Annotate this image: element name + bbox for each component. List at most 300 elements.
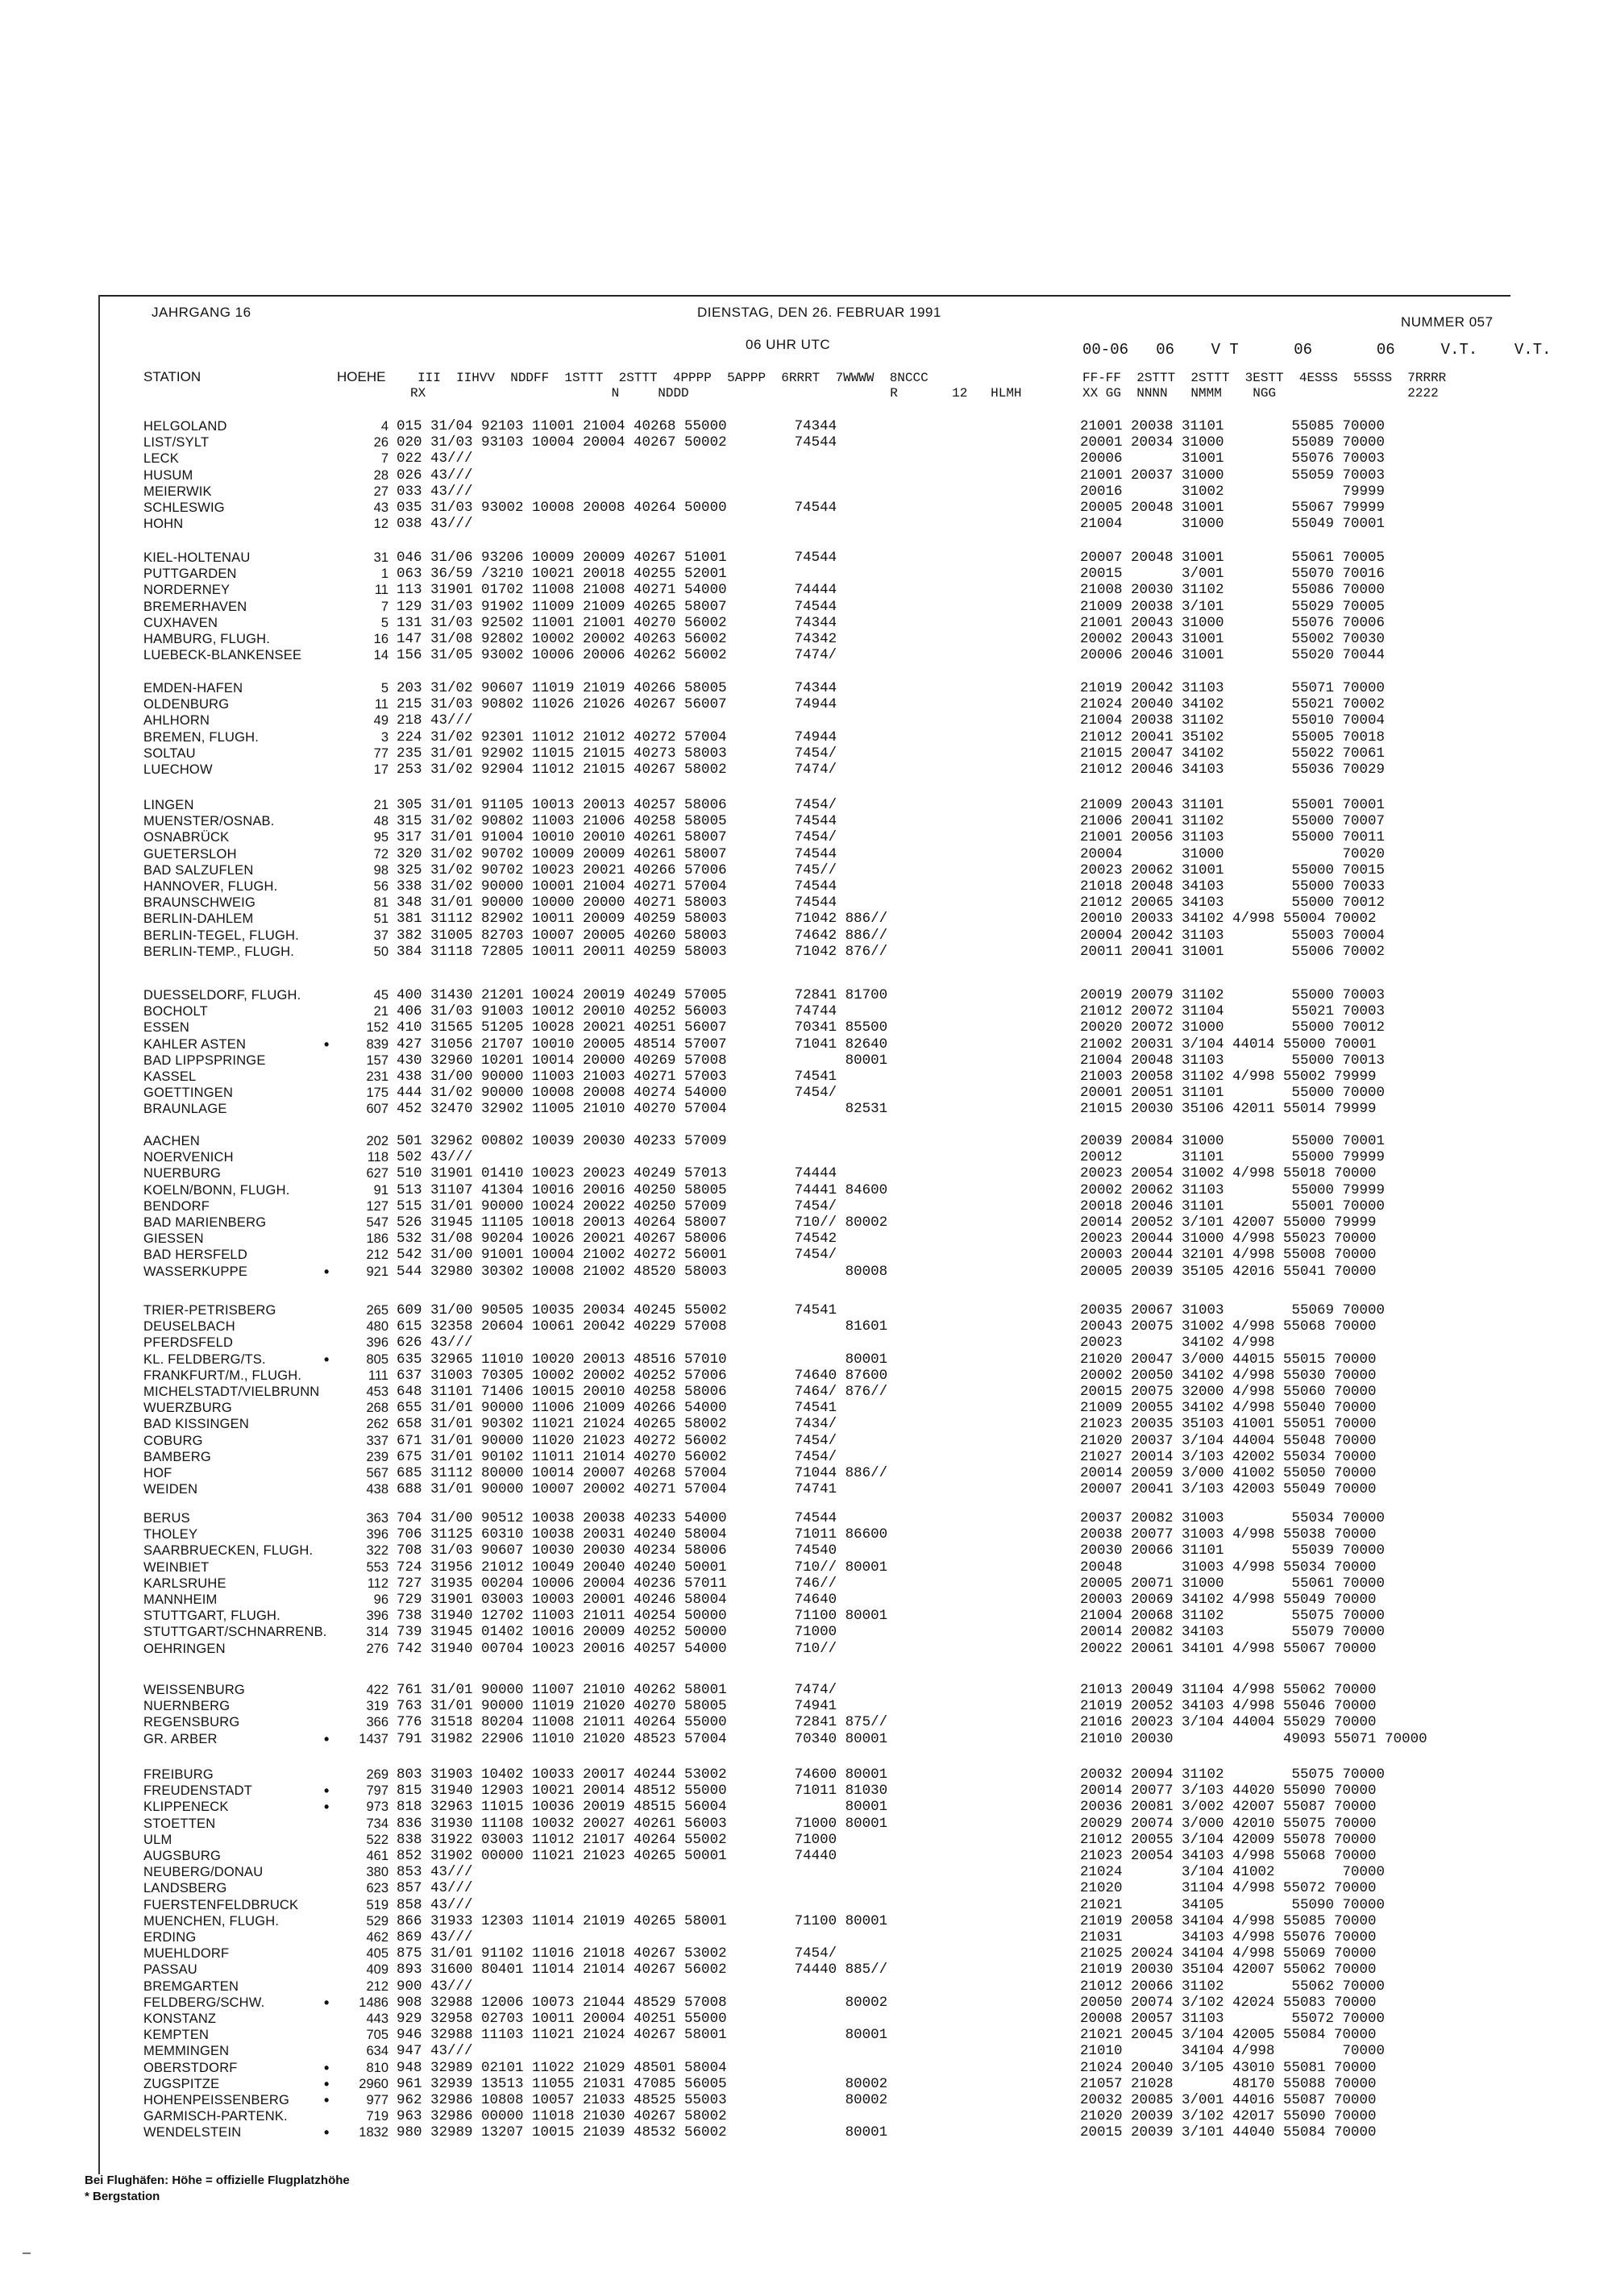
period-code-groups: 21004 20048 31103 55000 70013 [1080,1052,1386,1069]
station-name: KEMPTEN [143,2028,210,2043]
station-name: MICHELSTADT/VIELBRUNN [143,1385,320,1399]
period-code-groups: 21020 20039 3/102 42017 55090 70000 [1080,2108,1377,2125]
station-name: KAHLER ASTEN [143,1036,247,1052]
synop-code-groups: 384 31118 72805 10011 20011 40259 58003 71042 876// [397,943,888,960]
synop-code-groups: 727 31935 00204 10006 20004 40236 57011 746// [397,1575,837,1592]
station-name: NUERBURG [143,1166,222,1181]
station-height: 314 [366,1625,388,1640]
synop-code-groups: 033 43/// [397,483,473,500]
station-height: 4 [380,419,388,434]
station-name: BREMERHAVEN [143,599,247,614]
station-height: 453 [366,1385,388,1399]
station-name: FUERSTENFELDBRUCK [143,1897,299,1912]
synop-code-groups: 706 31125 60310 10038 20031 40240 58004 71011 86600 [397,1526,888,1543]
station-name: TRIER-PETRISBERG [143,1303,276,1318]
synop-code-groups: 224 31/02 92301 11012 21012 40272 57004 74944 [397,729,837,745]
period-code-groups: 21024 20040 3/105 43010 55081 70000 [1080,2059,1377,2076]
synop-code-groups: 430 32960 10201 10014 20000 40269 57008 80001 [397,1052,888,1069]
station-name: BENDORF [143,1198,210,1214]
station-name: DUESSELDORF, FLUGH. [143,988,301,1003]
synop-code-groups: 501 32962 00802 10039 20030 40233 57009 [397,1133,727,1149]
station-height: 529 [366,1913,388,1929]
station-height: 12 [373,517,388,532]
period-code-groups: 20004 31000 70020 [1080,845,1386,862]
station-name: GARMISCH-PARTENK. [143,2109,288,2124]
station-height: 1486 [359,1995,388,2010]
synop-code-groups: 838 31922 03003 11012 21017 40264 55002 71000 [397,1831,837,1848]
synop-code-groups: 637 31003 70305 10002 20002 40252 57006 74640 87600 [397,1367,888,1384]
period-code-groups: 21012 20066 31102 55062 70000 [1080,1978,1386,1995]
synop-code-groups: 962 32986 10808 10057 21033 48525 55003 80002 [397,2092,888,2108]
station-height: 212 [366,1978,388,1994]
station-name: MANNHEIM [143,1592,218,1607]
synop-code-groups: 675 31/01 90102 11011 21014 40270 56002 7454/ [397,1448,837,1465]
station-height: 16 [373,632,388,646]
period-code-groups: 20037 20082 31003 55034 70000 [1080,1510,1386,1526]
period-code-groups: 20023 34102 4/998 [1080,1335,1275,1351]
station-height: 553 [366,1559,388,1575]
synop-code-groups: 015 31/04 92103 11001 21004 40268 55000 74344 [397,418,837,434]
period-code-groups: 20016 31002 79999 [1080,483,1386,500]
station-height: 443 [366,2012,388,2026]
station-height: 480 [366,1319,388,1335]
synop-code-groups: 046 31/06 93206 10009 20009 40267 51001 74544 [397,550,837,566]
station-name: OEHRINGEN [143,1641,226,1656]
synop-code-groups: 869 43/// [397,1929,473,1945]
period-code-groups: 21001 20038 31101 55085 70000 [1080,418,1386,434]
period-code-groups: 21019 20042 31103 55071 70000 [1080,680,1386,696]
period-code-groups: 20005 20071 31000 55061 70000 [1080,1575,1386,1592]
station-height: 49 [373,713,388,729]
period-code-groups: 20039 20084 31000 55000 70001 [1080,1133,1386,1149]
station-name: KARLSRUHE [143,1576,226,1591]
period-code-groups: 20003 20044 32101 4/998 55008 70000 [1080,1247,1377,1264]
period-code-groups: 21009 20055 34102 4/998 55040 70000 [1080,1400,1377,1417]
mountain-station-mark: • [324,1799,330,1816]
station-name: FRANKFURT/M., FLUGH. [143,1368,302,1383]
station-name: PUTTGARDEN [143,567,237,582]
synop-code-groups: 513 31107 41304 10016 20016 40250 58005 74441 84600 [397,1181,888,1198]
mountain-station-mark: • [324,1994,330,2011]
period-code-groups: 21012 20055 3/104 42009 55078 70000 [1080,1831,1377,1848]
station-name: NEUBERG/DONAU [143,1865,264,1880]
period-code-groups: 21012 20046 34103 55036 70029 [1080,762,1386,778]
frame-left-rule [98,295,100,2174]
period-code-groups: 21021 34105 55090 70000 [1080,1896,1386,1913]
station-name: LINGEN [143,798,194,812]
mountain-station-mark: • [324,2092,330,2108]
period-code-groups: 20043 20075 31002 4/998 55068 70000 [1080,1318,1377,1335]
synop-code-groups: 035 31/03 93002 10008 20008 40264 50000 74544 [397,500,837,516]
station-name: HAMBURG, FLUGH. [143,632,271,646]
hoehe-column-header: HOEHE [337,369,386,384]
synop-code-groups: 929 32958 02703 10011 20004 40251 55000 [397,2011,727,2027]
station-name: ZUGSPITZE [143,2076,220,2091]
synop-code-groups: 724 31956 21012 10049 20040 40240 50001 710// 80001 [397,1559,888,1576]
station-height: 50 [373,944,388,959]
station-height: 734 [366,1816,388,1831]
station-name: KONSTANZ [143,2012,217,2026]
station-height: 977 [366,2093,388,2107]
synop-code-groups: 908 32988 12006 10073 21044 48529 57008 80002 [397,1994,888,2011]
synop-code-groups: 325 31/02 90702 10023 20021 40266 57006 745// [397,862,837,878]
synop-code-groups: 526 31945 11105 10018 20013 40264 58007 710// 80002 [397,1214,888,1231]
mountain-station-mark: • [324,2124,330,2141]
period-code-groups: 21012 20072 31104 55021 70003 [1080,1003,1386,1020]
period-code-groups: 21010 34104 4/998 70000 [1080,2043,1386,2060]
station-name: LUECHOW [143,762,213,777]
station-name: KIEL-HOLTENAU [143,550,251,565]
station-name: HELGOLAND [143,419,227,434]
period-code-groups: 21019 20058 34104 4/998 55085 70000 [1080,1912,1377,1929]
period-code-groups: 20006 31001 55076 70003 [1080,450,1386,467]
mountain-station-mark: • [324,2075,330,2092]
station-name: GR. ARBER [143,1731,218,1746]
station-height: 91 [373,1182,388,1198]
station-height: 462 [366,1930,388,1945]
period-code-groups: 21021 20045 3/104 42005 55084 70000 [1080,2027,1377,2044]
station-name: WENDELSTEIN [143,2125,242,2140]
station-name: ULM [143,1832,172,1847]
synop-code-groups: 320 31/02 90702 10009 20009 40261 58007 74544 [397,845,837,862]
station-name: KOELN/BONN, FLUGH. [143,1182,290,1198]
station-height: 17 [373,762,388,777]
station-height: 202 [366,1134,388,1148]
synop-code-groups: 739 31945 01402 10016 20009 40252 50000 71000 [397,1624,837,1641]
station-name: PFERDSFELD [143,1335,234,1351]
observation-time: 06 UHR UTC [746,337,831,352]
station-height: 2960 [359,2076,388,2091]
station-height: 1437 [359,1731,388,1746]
period-code-groups: 20038 20077 31003 4/998 55038 70000 [1080,1526,1377,1543]
station-height: 27 [373,484,388,499]
station-height: 21 [373,1004,388,1019]
period-code-groups: 21023 20054 34103 4/998 55068 70000 [1080,1848,1377,1864]
station-name: BRAUNSCHWEIG [143,895,256,911]
synop-code-groups: 791 31982 22906 11010 21020 48523 57004 70340 80001 [397,1730,888,1747]
period-code-groups: 20014 20059 3/000 41002 55050 70000 [1080,1465,1377,1481]
station-height: 973 [366,1800,388,1815]
station-name: LANDSBERG [143,1881,227,1896]
station-height: 405 [366,1946,388,1962]
station-height: 839 [366,1036,388,1052]
station-height: 231 [366,1069,388,1084]
synop-code-groups: 400 31430 21201 10024 20019 40249 57005 72841 81700 [397,987,888,1003]
station-name: HOF [143,1466,172,1480]
station-name: FREUDENSTADT [143,1783,253,1799]
issue-number: NUMMER 057 [1401,314,1494,330]
synop-code-groups: 963 32986 00000 11018 21030 40267 58002 [397,2108,727,2125]
synop-code-groups: 852 31902 00000 11021 21023 40265 50001 74440 [397,1848,837,1864]
station-name: BOCHOLT [143,1004,208,1019]
synop-code-groups: 961 32939 13513 11055 21031 47085 56005 80002 [397,2075,888,2092]
report-date: DIENSTAG, DEN 26. FEBRUAR 1991 [697,305,941,320]
station-name: FREIBURG [143,1767,214,1782]
synop-code-groups: 022 43/// [397,450,473,467]
station-name: BAD LIPPSPRINGE [143,1053,266,1068]
footnote-airports: Bei Flughäfen: Höhe = offizielle Flugplatzhöhe [85,2174,350,2187]
period-code-groups: 20015 3/001 55070 70016 [1080,566,1386,583]
station-name: NOERVENICH [143,1150,234,1165]
station-height: 56 [373,879,388,894]
synop-code-groups: 532 31/08 90204 10026 20021 40267 58006 74542 [397,1231,837,1248]
station-name: OLDENBURG [143,697,230,712]
station-name: BERLIN-DAHLEM [143,911,254,927]
period-code-groups: 20029 20074 3/000 42010 55075 70000 [1080,1815,1377,1832]
period-code-groups: 20001 20051 31101 55000 70000 [1080,1085,1386,1102]
period-code-groups: 21008 20030 31102 55086 70000 [1080,582,1386,599]
synop-code-groups: 438 31/00 90000 11003 21003 40271 57003 74541 [397,1069,837,1085]
station-height: 276 [366,1641,388,1656]
station-name: BAD MARIENBERG [143,1215,267,1230]
synop-code-groups: 947 43/// [397,2043,473,2060]
station-name: WUERZBURG [143,1401,232,1416]
right-columns-header-row1: FF-FF 2STTT 2STTT 3ESTT 4ESSS 55SSS 7RRRR [1082,371,1447,385]
mountain-station-mark: • [324,2059,330,2076]
station-name: PASSAU [143,1962,197,1978]
synop-code-groups: 946 32988 11103 11021 21024 40267 58001 80001 [397,2027,888,2044]
station-name: BAMBERG [143,1449,211,1464]
synop-code-groups: 635 32965 11010 10020 20013 48516 57010 80001 [397,1351,888,1368]
station-name: OBERSTDORF [143,2060,238,2075]
footnote-mountain-station: * Bergstation [85,2190,160,2203]
station-height: 262 [366,1417,388,1432]
synop-code-groups: 803 31903 10402 10033 20017 40244 53002 74600 80001 [397,1767,888,1783]
period-code-groups: 20010 20033 34102 4/998 55004 70002 [1080,911,1377,928]
station-name: CUXHAVEN [143,615,218,630]
station-name: REGENSBURG [143,1715,240,1730]
station-name: DEUSELBACH [143,1319,235,1335]
station-name: BAD HERSFELD [143,1248,247,1263]
period-code-groups: 20002 20043 31001 55002 70030 [1080,631,1386,647]
synop-code-groups: 305 31/01 91105 10013 20013 40257 58006 7454/ [397,797,837,813]
synop-code-groups: 761 31/01 90000 11007 21010 40262 58001 7474/ [397,1682,837,1698]
station-height: 118 [367,1150,388,1165]
synop-code-groups: 218 43/// [397,712,473,729]
station-height: 43 [373,500,388,515]
mountain-station-mark: • [324,1730,330,1747]
period-code-groups: 20014 20077 3/103 44020 55090 70000 [1080,1783,1377,1800]
period-code-groups: 21020 31104 4/998 55072 70000 [1080,1880,1377,1897]
period-code-groups: 20050 20074 3/102 42024 55083 70000 [1080,1994,1377,2011]
station-name: SCHLESWIG [143,500,225,515]
margin-mark [23,2252,31,2254]
period-code-groups: 20019 20079 31102 55000 70003 [1080,987,1386,1003]
synop-code-groups: 338 31/02 90000 10001 21004 40271 57004 74544 [397,878,837,895]
synop-code-groups: 131 31/03 92502 11001 21001 40270 56002 74344 [397,614,837,631]
synop-code-groups: 147 31/08 92802 10002 20002 40263 56002 74342 [397,631,837,647]
station-height: 380 [366,1865,388,1880]
station-height: 623 [366,1881,388,1896]
station-name: GIESSEN [143,1231,204,1247]
right-column-group-header: 00-06 06 V T 06 06 V.T. V.T. [1082,341,1552,359]
synop-code-groups: 410 31565 51205 10028 20021 40251 56007 70341 85500 [397,1019,888,1036]
station-height: 1 [380,567,388,582]
station-height: 921 [366,1264,388,1279]
period-code-groups: 20003 20069 34102 4/998 55049 70000 [1080,1592,1377,1608]
synop-code-groups: 742 31940 00704 10023 20016 40257 54000 710// [397,1640,837,1657]
synop-code-groups: 235 31/01 92902 11015 21015 40273 58003 7454/ [397,745,837,762]
station-name: NUERNBERG [143,1699,231,1714]
synop-code-groups: 510 31901 01410 10023 20023 40249 57013 74444 [397,1165,837,1182]
station-height: 438 [366,1482,388,1497]
period-code-groups: 20007 20041 3/103 42003 55049 70000 [1080,1481,1377,1498]
period-code-groups: 21004 20038 31102 55010 70004 [1080,712,1386,729]
period-code-groups: 21015 20047 34102 55022 70061 [1080,745,1386,762]
period-code-groups: 20007 20048 31001 55061 70005 [1080,550,1386,566]
code-columns-header-row1: III IIHVV NDDFF 1STTT 2STTT 4PPPP 5APPP 6RRRT 7WWWW 8NCCC [418,371,929,385]
station-name: HUSUM [143,467,193,483]
period-code-groups: 21024 20040 34102 55021 70002 [1080,696,1386,713]
station-height: 268 [366,1401,388,1416]
period-code-groups: 20004 20042 31103 55003 70004 [1080,927,1386,944]
synop-code-groups: 515 31/01 90000 10024 20022 40250 57009 7454/ [397,1198,837,1214]
station-height: 396 [366,1335,388,1351]
period-code-groups: 20018 20046 31101 55001 70000 [1080,1198,1386,1214]
synop-code-groups: 655 31/01 90000 11006 21009 40266 54000 74541 [397,1400,837,1417]
station-name: BRAUNLAGE [143,1102,227,1117]
station-height: 319 [366,1699,388,1714]
period-code-groups: 21006 20041 31102 55000 70007 [1080,813,1386,830]
station-name: BREMGARTEN [143,1978,239,1994]
station-height: 81 [373,895,388,911]
station-name: MEIERWIK [143,484,212,499]
period-code-groups: 20014 20052 3/101 42007 55000 79999 [1080,1214,1377,1231]
mountain-station-mark: • [324,1783,330,1800]
station-name: KASSEL [143,1069,197,1084]
period-code-groups: 21009 20043 31101 55001 70001 [1080,797,1386,813]
station-name: BREMEN, FLUGH. [143,729,260,745]
station-name: OSNABRÜCK [143,830,230,845]
synop-code-groups: 875 31/01 91102 11016 21018 40267 53002 7454/ [397,1945,837,1962]
station-height: 547 [366,1215,388,1230]
station-height: 72 [373,846,388,862]
period-code-groups: 20001 20034 31000 55089 70000 [1080,434,1386,451]
synop-code-groups: 348 31/01 90000 10000 20000 40271 58003 74544 [397,895,837,911]
synop-code-groups: 980 32989 13207 10015 21039 48532 56002 80001 [397,2124,888,2141]
station-height: 422 [366,1683,388,1697]
station-height: 567 [366,1466,388,1480]
period-code-groups: 20032 20094 31102 55075 70000 [1080,1767,1386,1783]
synop-code-groups: 063 36/59 /3210 10021 20018 40255 52001 [397,566,727,583]
station-name: BAD KISSINGEN [143,1417,249,1432]
period-code-groups: 21013 20049 31104 4/998 55062 70000 [1080,1682,1377,1698]
station-height: 175 [366,1086,388,1101]
station-name: KLIPPENECK [143,1800,229,1815]
station-height: 48 [373,814,388,829]
station-name: BAD SALZUFLEN [143,862,254,878]
synop-code-groups: 626 43/// [397,1335,473,1351]
station-height: 28 [373,467,388,483]
synop-code-groups: 704 31/00 90512 10038 20038 40233 54000 74544 [397,1510,837,1526]
period-code-groups: 21009 20038 3/101 55029 70005 [1080,598,1386,615]
synop-code-groups: 406 31/03 91003 10012 20010 40252 56003 74744 [397,1003,837,1020]
code-columns-header-row2: RX N NDDD R 12 HLMH [410,386,1022,401]
station-height: 797 [366,1783,388,1799]
station-height: 14 [373,648,388,663]
synop-code-groups: 671 31/01 90000 11020 21023 40272 56002 7454/ [397,1432,837,1449]
period-code-groups: 20002 20062 31103 55000 79999 [1080,1181,1386,1198]
station-height: 269 [366,1767,388,1782]
period-code-groups: 20015 20075 32000 4/998 55060 70000 [1080,1384,1377,1400]
synop-code-groups: 893 31600 80401 11014 21014 40267 56002 74440 885// [397,1962,888,1978]
station-name: MUENCHEN, FLUGH. [143,1913,280,1929]
synop-code-groups: 648 31101 71406 10015 20010 40258 58006 7464/ 876// [397,1384,888,1400]
period-code-groups: 21020 20047 3/000 44015 55015 70000 [1080,1351,1377,1368]
synop-code-groups: 658 31/01 90302 11021 21024 40265 58002 7434/ [397,1416,837,1433]
synop-code-groups: 818 32963 11015 10036 20019 48515 56004 80001 [397,1799,888,1816]
station-height: 719 [366,2109,388,2124]
period-code-groups: 21024 3/104 41002 70000 [1080,1864,1386,1881]
station-name: STUTTGART/SCHNARRENB. [143,1625,327,1640]
station-height: 7 [380,451,388,467]
mountain-station-mark: • [324,1351,330,1368]
period-code-groups: 20006 20046 31001 55020 70044 [1080,647,1386,664]
frame-top-rule [98,295,1510,297]
synop-code-groups: 156 31/05 93002 10006 20006 40262 56002 7474/ [397,647,837,664]
station-name: STOETTEN [143,1816,216,1831]
synop-code-groups: 858 43/// [397,1896,473,1913]
period-code-groups: 21057 21028 48170 55088 70000 [1080,2075,1377,2092]
period-code-groups: 21016 20023 3/104 44004 55029 70000 [1080,1714,1377,1731]
station-height: 112 [367,1576,388,1591]
station-name: AACHEN [143,1134,200,1148]
station-height: 322 [366,1543,388,1559]
period-code-groups: 21001 20037 31000 55059 70003 [1080,467,1386,484]
station-height: 157 [366,1053,388,1068]
synop-code-groups: 444 31/02 90000 10008 20008 40274 54000 7454/ [397,1085,837,1102]
period-code-groups: 20032 20085 3/001 44016 55087 70000 [1080,2092,1377,2108]
synop-code-groups: 020 31/03 93103 10004 20004 40267 50002 74544 [397,434,837,451]
station-height: 409 [366,1962,388,1978]
period-code-groups: 20014 20082 34103 55079 70000 [1080,1624,1386,1641]
period-code-groups: 21003 20058 31102 4/998 55002 79999 [1080,1069,1377,1085]
station-height: 96 [373,1592,388,1607]
period-code-groups: 20012 31101 55000 79999 [1080,1149,1386,1166]
station-height: 366 [366,1715,388,1730]
station-name: HOHENPEISSENBERG [143,2093,290,2107]
period-code-groups: 20020 20072 31000 55000 70012 [1080,1019,1386,1036]
station-height: 239 [366,1449,388,1464]
station-name: SAARBRUECKEN, FLUGH. [143,1543,314,1559]
period-code-groups: 20011 20041 31001 55006 70002 [1080,943,1386,960]
station-name: WASSERKUPPE [143,1264,248,1279]
period-code-groups: 21001 20056 31103 55000 70011 [1080,829,1386,846]
station-name: EMDEN-HAFEN [143,681,243,695]
station-name: AUGSBURG [143,1849,222,1863]
jahrgang-label: JAHRGANG 16 [152,305,251,320]
period-code-groups: 21015 20030 35106 42011 55014 79999 [1080,1101,1377,1118]
period-code-groups: 20008 20057 31103 55072 70000 [1080,2011,1386,2027]
station-height: 7 [380,599,388,614]
station-name: HANNOVER, FLUGH. [143,879,278,894]
right-columns-header-row2: XX GG NNNN NMMM NGG 2222 [1082,386,1439,401]
synop-code-groups: 615 32358 20604 10061 20042 40229 57008 81601 [397,1318,888,1335]
synop-code-groups: 853 43/// [397,1864,473,1881]
station-name: MEMMINGEN [143,2044,230,2059]
synop-code-groups: 253 31/02 92904 11012 21015 40267 58002 7474/ [397,762,837,778]
station-height: 95 [373,830,388,845]
station-name: COBURG [143,1433,203,1448]
station-height: 45 [373,988,388,1003]
station-height: 51 [373,911,388,927]
station-height: 98 [373,862,388,878]
station-name: LIST/SYLT [143,435,210,450]
synop-code-groups: 836 31930 11108 10032 20027 40261 56003 71000 80001 [397,1815,888,1832]
synop-code-groups: 427 31056 21707 10010 20005 48514 57007 71041 82640 [397,1036,888,1053]
synop-code-groups: 502 43/// [397,1149,473,1166]
synop-code-groups: 544 32980 30302 10008 21002 48520 58003 80008 [397,1263,888,1280]
